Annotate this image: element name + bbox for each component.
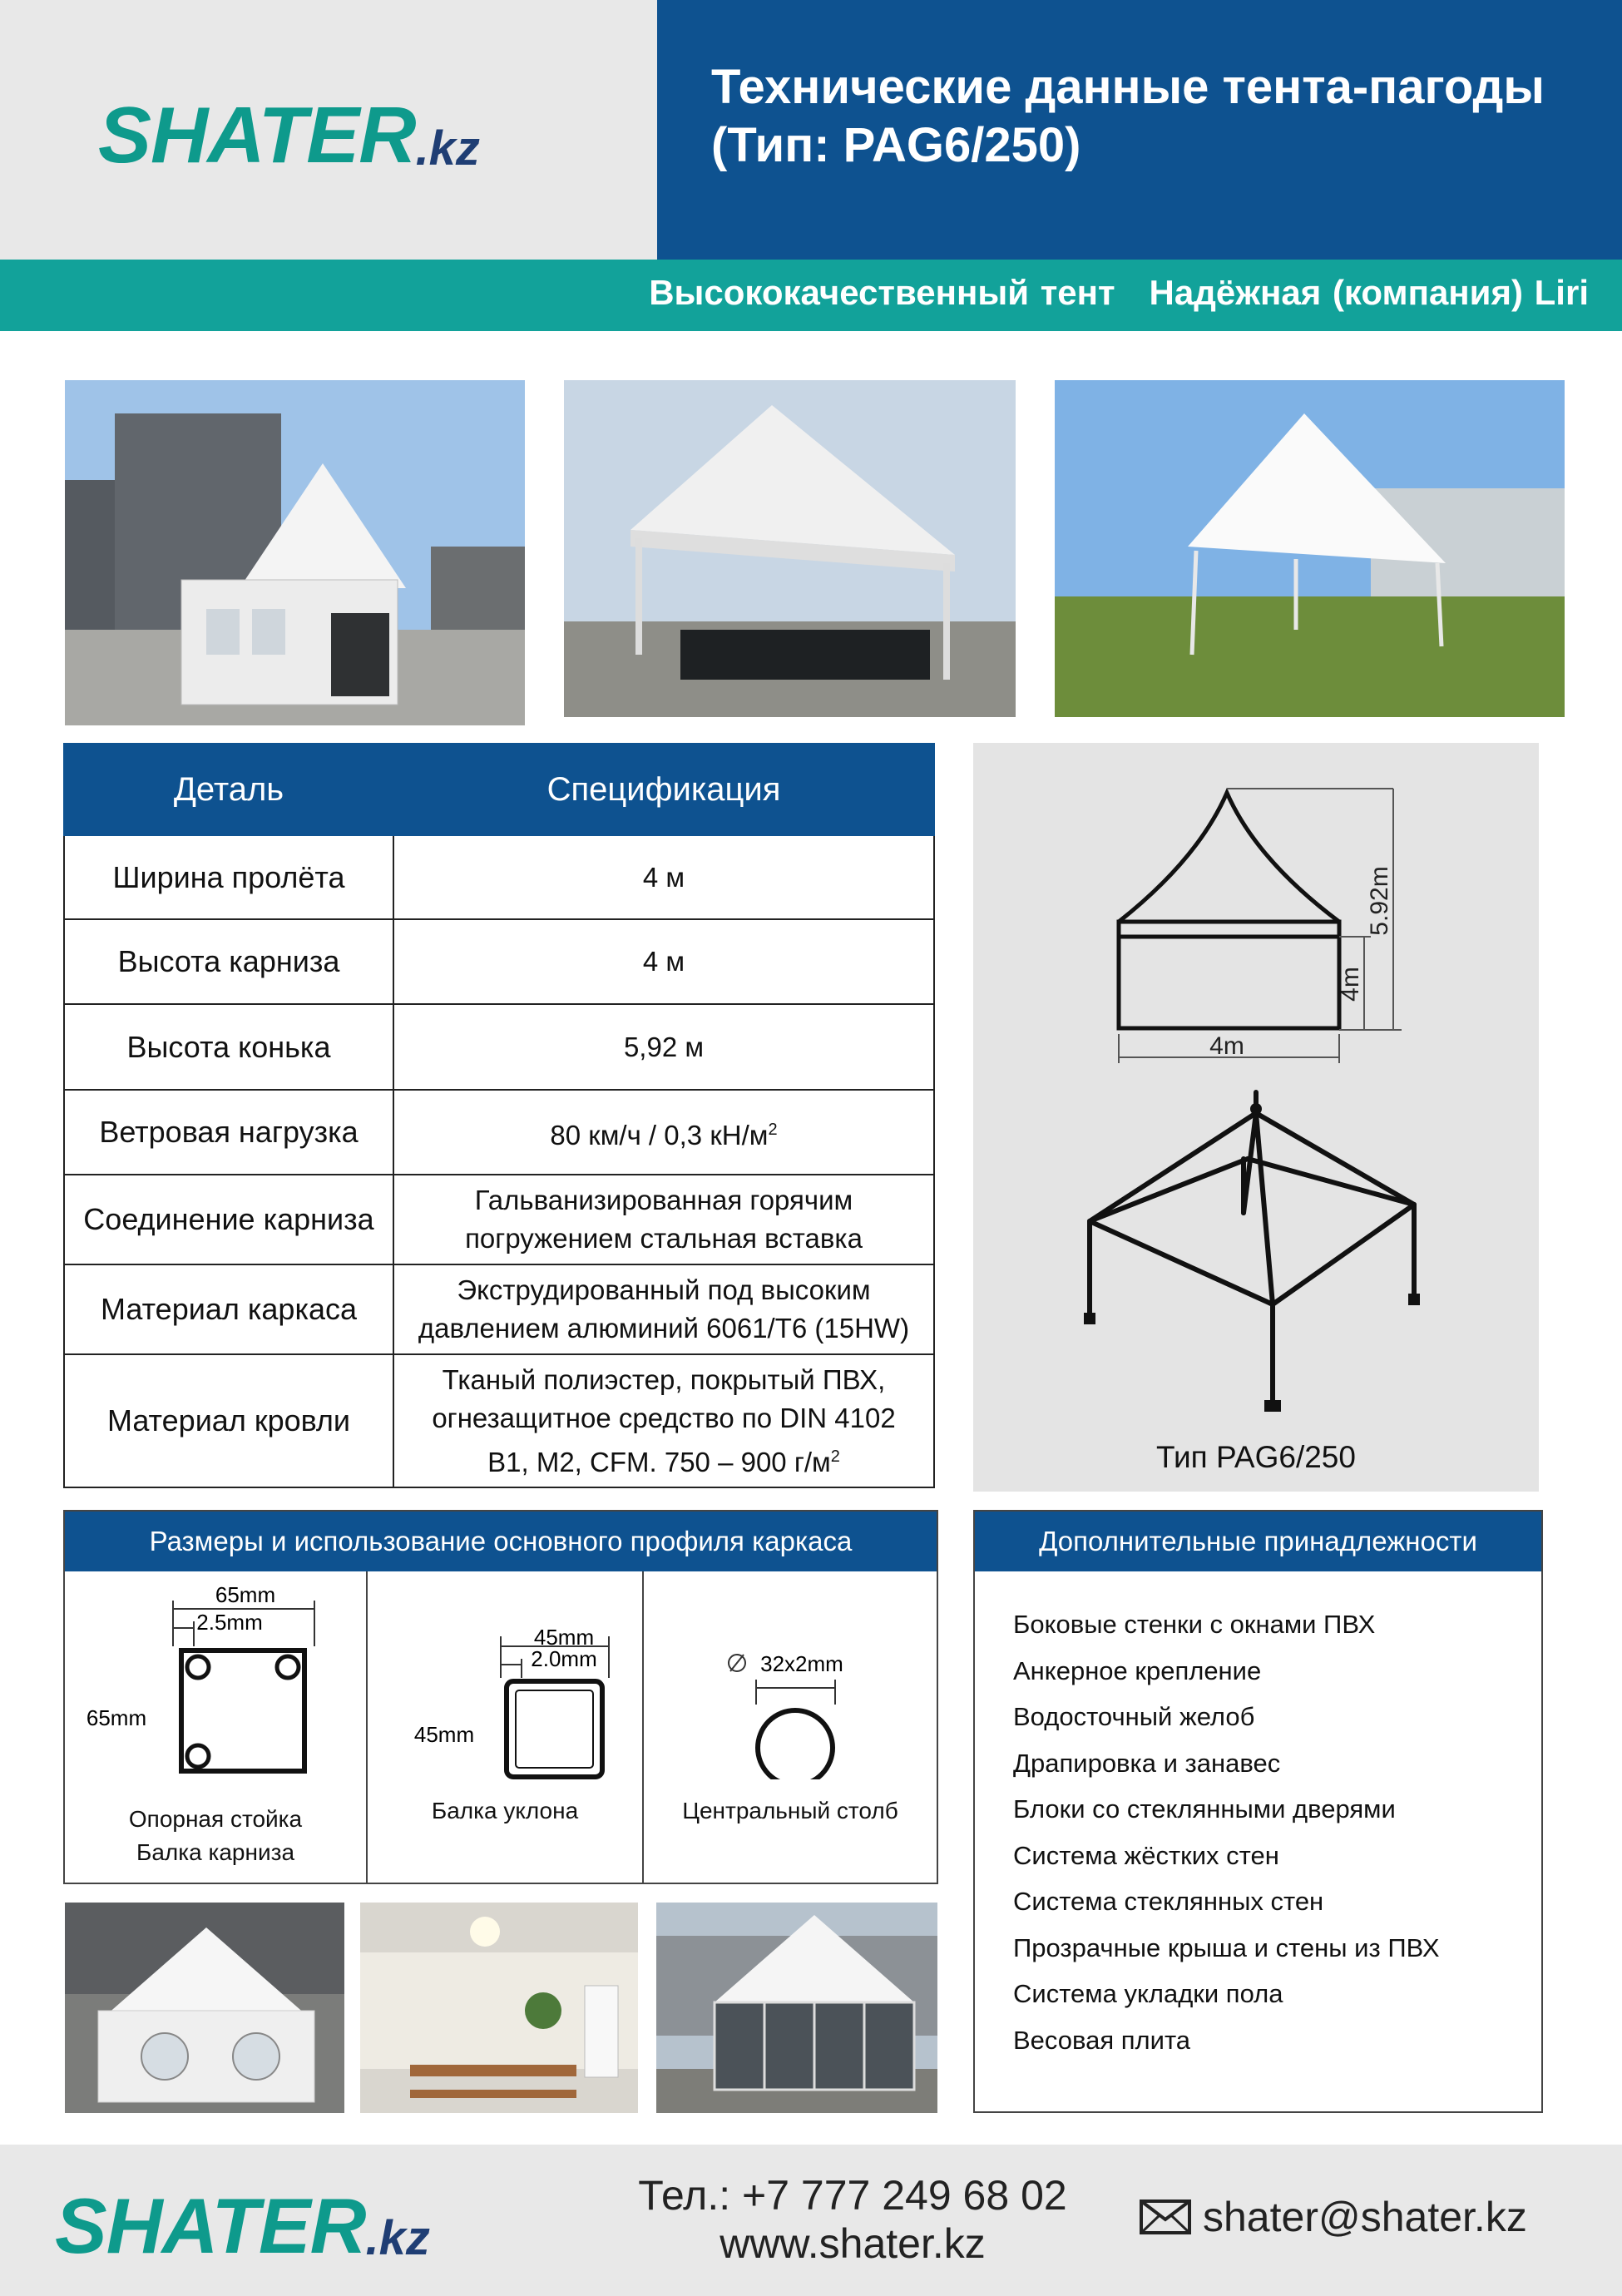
- profile-center-pole: [644, 1571, 937, 1884]
- dim-thickness: 2.0mm: [531, 1646, 597, 1671]
- dim-thickness: 2.5mm: [196, 1610, 263, 1635]
- contact-block: [632, 2171, 1073, 2268]
- spec-value: Экструдированный под высоким давлением алюминий 6061/T6 (15HW): [393, 1264, 934, 1354]
- list-item: Блоки со стеклянными дверями: [1013, 1794, 1396, 1823]
- spec-key: Ветровая нагрузка: [64, 1090, 393, 1175]
- spec-key: Ширина пролёта: [64, 835, 393, 919]
- list-item: Система стеклянных стен: [1013, 1887, 1324, 1916]
- page-title: [711, 58, 1593, 175]
- photo-tent-open: [564, 380, 1016, 717]
- spec-key: Высота конька: [64, 1004, 393, 1090]
- photo-tent-glass: [656, 1903, 937, 2113]
- spec-value: Тканый полиэстер, покрытый ПВХ, огнезащитное средство по DIN 4102 B1, M2, CFM. 750 – 900 $г/м^2$: [393, 1354, 934, 1487]
- profile-square-slotted-drawing: [65, 1571, 368, 1779]
- spec-value: 4 м: [393, 919, 934, 1004]
- title-line-2: (Тип: PAG6/250): [711, 118, 1081, 172]
- spec-key: Материал кровли: [64, 1354, 393, 1487]
- dim-diameter: 32x2mm: [760, 1651, 843, 1676]
- profile-panel-title: Размеры и использование основного профиля каркаса: [65, 1512, 937, 1571]
- eave-height-label: 4m: [1337, 967, 1364, 1002]
- spec-value: 5,92 м: [393, 1004, 934, 1090]
- title-line-1: Технические данные тента-пагоды: [711, 60, 1545, 114]
- profile-caption: Балка уклона: [431, 1798, 579, 1823]
- envelope-icon: [1140, 2200, 1191, 2234]
- tagline: Высококачественный тент Надёжная (компания) Liri: [649, 273, 1589, 312]
- profile-panel: [63, 1510, 938, 1884]
- accessories-list: [975, 1571, 1541, 2063]
- table-row: [64, 835, 934, 919]
- spec-header-detail: Деталь: [64, 744, 393, 835]
- photo-tent-interior: [360, 1903, 638, 2113]
- profile-square-drawing: [368, 1571, 644, 1779]
- logo-brand: SHATER: [98, 91, 416, 180]
- phone-number[interactable]: Тел.: +7 777 249 68 02: [638, 2172, 1067, 2219]
- tent-elevation-drawing: [973, 743, 1539, 1425]
- photo-tent-windows: [65, 1903, 344, 2113]
- table-row: [64, 1090, 934, 1175]
- photo-tent-building: [65, 380, 525, 725]
- spec-value: Гальванизированная горячим погружением стальная вставка: [393, 1175, 934, 1264]
- profile-caption: Опорная стойка Балка карниза: [128, 1806, 303, 1865]
- list-item: Прозрачные крыша и стены из ПВХ: [1013, 1932, 1440, 1962]
- dim-width: 45mm: [533, 1625, 595, 1650]
- list-item: Боковые стенки с окнами ПВХ: [1013, 1610, 1376, 1639]
- dim-height: 65mm: [86, 1705, 147, 1730]
- table-row: [64, 919, 934, 1004]
- list-item: Анкерное крепление: [1013, 1655, 1262, 1685]
- list-item: Драпировка и занавес: [1013, 1748, 1281, 1778]
- spec-value: 4 м: [393, 835, 934, 919]
- list-item: Система укладки пола: [1013, 1979, 1283, 2008]
- profile-support-post: [65, 1571, 368, 1884]
- list-item: Система жёстких стен: [1013, 1840, 1279, 1870]
- span-width-label: 4m: [1209, 1032, 1244, 1060]
- email-address[interactable]: shater@shater.kz: [1203, 2194, 1527, 2240]
- accessories-panel: [973, 1510, 1543, 2113]
- photo-tent-lawn: [1055, 380, 1565, 717]
- logo-brand: SHATER: [55, 2182, 366, 2269]
- profile-caption: Центральный столб: [682, 1798, 898, 1823]
- spec-key: Материал каркаса: [64, 1264, 393, 1354]
- website-link[interactable]: www.shater.kz: [720, 2220, 986, 2267]
- list-item: Весовая плита: [1013, 2025, 1191, 2055]
- spec-table: [63, 743, 935, 1488]
- spec-value: 80 км/ч / 0,3 $кН/м^2$: [393, 1090, 934, 1175]
- dim-height: 45mm: [413, 1722, 475, 1747]
- footer-logo[interactable]: [55, 2181, 430, 2271]
- accessories-title: Дополнительные принадлежности: [975, 1512, 1541, 1571]
- spec-header-spec: Спецификация: [393, 744, 934, 835]
- spec-key: Соединение карниза: [64, 1175, 393, 1264]
- profile-slope-beam: [368, 1571, 644, 1884]
- table-row: [64, 1354, 934, 1487]
- table-row: [64, 1175, 934, 1264]
- dim-width: 65mm: [215, 1582, 276, 1607]
- ridge-height-label: 5.92m: [1366, 866, 1393, 936]
- list-item: Водосточный желоб: [1013, 1702, 1255, 1731]
- logo-tld: .kz: [365, 2211, 430, 2265]
- email-contact[interactable]: [1140, 2193, 1527, 2241]
- spec-key: Высота карниза: [64, 919, 393, 1004]
- diagram-caption: Тип PAG6/250: [1156, 1440, 1356, 1474]
- table-row: [64, 1004, 934, 1090]
- profile-round-drawing: [644, 1571, 937, 1779]
- logo-tld: .kz: [415, 121, 480, 176]
- tent-diagram: [973, 743, 1539, 1492]
- logo[interactable]: [98, 90, 480, 181]
- table-row: [64, 1264, 934, 1354]
